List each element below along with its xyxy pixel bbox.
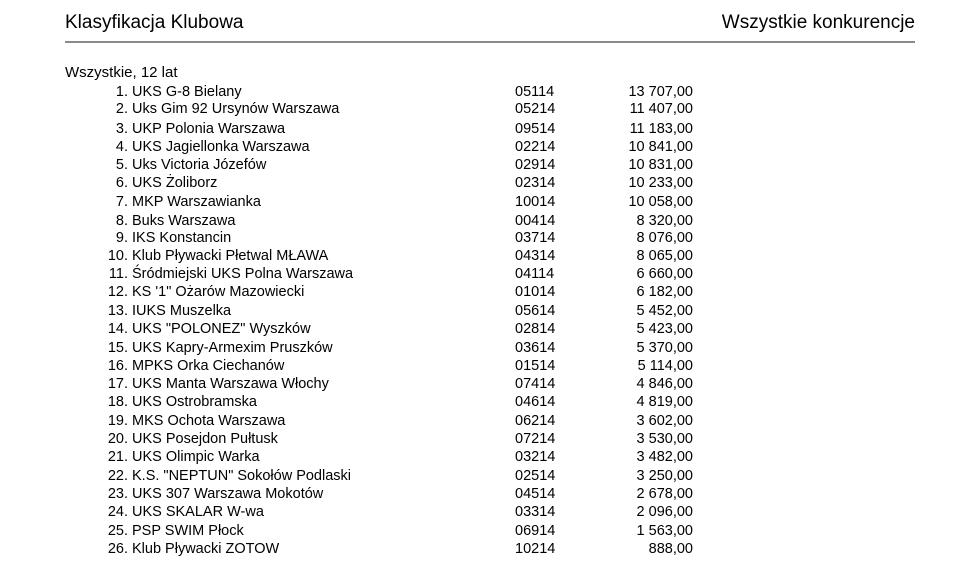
club-code-cell: 03714: [515, 230, 556, 246]
club-name-cell: UKS "POLONEZ" Wyszków: [132, 321, 311, 337]
rank-cell: 19.: [107, 413, 128, 429]
rank-cell: 15.: [107, 340, 128, 356]
result-row: [0, 430, 980, 448]
rank-cell: 4.: [115, 139, 128, 155]
score-cell: 10 058,00: [628, 194, 693, 210]
rank-cell: 24.: [107, 504, 128, 520]
club-code-cell: 06214: [515, 413, 556, 429]
club-code-cell: 03314: [515, 504, 556, 520]
rank-cell: 2.: [115, 101, 128, 117]
club-code-cell: 03214: [515, 449, 556, 465]
result-row: [0, 83, 980, 101]
result-row: [0, 120, 980, 138]
result-row: [0, 283, 980, 301]
club-code-cell: 02314: [515, 175, 556, 191]
club-code-cell: 09514: [515, 121, 556, 137]
rank-cell: 16.: [107, 358, 128, 374]
club-name-cell: Klub Pływacki ZOTOW: [132, 541, 280, 557]
score-cell: 3 530,00: [636, 431, 693, 447]
rank-cell: 21.: [107, 449, 128, 465]
club-name-cell: Klub Pływacki Płetwal MŁAWA: [132, 248, 329, 264]
result-row: [0, 320, 980, 338]
score-cell: 10 233,00: [628, 175, 693, 191]
score-cell: 2 678,00: [636, 486, 693, 502]
result-row: [0, 467, 980, 485]
score-cell: 3 482,00: [636, 449, 693, 465]
rank-cell: 6.: [115, 175, 128, 191]
club-code-cell: 02214: [515, 139, 556, 155]
result-row: [0, 412, 980, 430]
club-code-cell: 00414: [515, 213, 556, 229]
rank-cell: 17.: [107, 376, 128, 392]
club-code-cell: 03614: [515, 340, 556, 356]
club-name-cell: PSP SWIM Płock: [132, 523, 244, 539]
score-cell: 3 250,00: [636, 468, 693, 484]
result-row: [0, 540, 980, 558]
rank-cell: 3.: [115, 121, 128, 137]
club-code-cell: 04314: [515, 248, 556, 264]
club-code-cell: 06914: [515, 523, 556, 539]
club-name-cell: K.S. "NEPTUN" Sokołów Podlaski: [132, 468, 352, 484]
club-name-cell: UKS Kapry-Armexim Pruszków: [132, 340, 333, 356]
club-code-cell: 07214: [515, 431, 556, 447]
rank-cell: 10.: [107, 248, 128, 264]
score-cell: 2 096,00: [636, 504, 693, 520]
score-cell: 11 407,00: [629, 101, 693, 117]
rank-cell: 26.: [107, 541, 128, 557]
club-name-cell: UKS Posejdon Pułtusk: [132, 431, 278, 447]
result-row: [0, 193, 980, 211]
club-code-cell: 02814: [515, 321, 556, 337]
club-code-cell: 01014: [515, 284, 556, 300]
result-row: [0, 503, 980, 521]
club-code-cell: 02914: [515, 157, 556, 173]
score-cell: 5 423,00: [636, 321, 693, 337]
club-code-cell: 05114: [515, 84, 555, 100]
club-name-cell: UKS SKALAR W-wa: [132, 504, 264, 520]
club-code-cell: 02514: [515, 468, 556, 484]
result-row: [0, 357, 980, 375]
club-name-cell: IUKS Muszelka: [132, 303, 232, 319]
score-cell: 3 602,00: [636, 413, 693, 429]
result-row: [0, 138, 980, 156]
club-code-cell: 05214: [515, 101, 556, 117]
club-code-cell: 10014: [515, 194, 556, 210]
score-cell: 8 320,00: [636, 213, 693, 229]
score-cell: 8 065,00: [636, 248, 693, 264]
result-row: [0, 393, 980, 411]
club-name-cell: UKS Jagiellonka Warszawa: [132, 139, 310, 155]
score-cell: 4 819,00: [636, 394, 693, 410]
club-name-cell: Buks Warszawa: [132, 213, 236, 229]
score-cell: 11 183,00: [629, 121, 693, 137]
competition-label: Wszystkie konkurencje: [721, 12, 915, 33]
club-code-cell: 04114: [515, 266, 555, 282]
rank-cell: 14.: [107, 321, 128, 337]
club-name-cell: KS '1" Ożarów Mazowiecki: [132, 284, 305, 300]
result-row: [0, 375, 980, 393]
score-cell: 6 182,00: [636, 284, 693, 300]
result-row: [0, 522, 980, 540]
rank-cell: 7.: [115, 194, 128, 210]
rank-cell: 8.: [115, 213, 128, 229]
club-code-cell: 04514: [515, 486, 556, 502]
report-header: [65, 10, 915, 42]
result-row: [0, 302, 980, 320]
rank-cell: 1.: [115, 84, 128, 100]
club-name-cell: UKS Ostrobramska: [132, 394, 257, 410]
club-name-cell: UKS 307 Warszawa Mokotów: [132, 486, 324, 502]
club-name-cell: UKS Olimpic Warka: [132, 449, 260, 465]
club-code-cell: 05614: [515, 303, 556, 319]
result-row: [0, 265, 980, 283]
result-row: [0, 247, 980, 265]
score-cell: 5 370,00: [636, 340, 693, 356]
header-divider: [65, 41, 915, 43]
rank-cell: 9.: [115, 230, 128, 246]
club-name-cell: Uks Gim 92 Ursynów Warszawa: [132, 101, 340, 117]
rank-cell: 18.: [107, 394, 128, 410]
score-cell: 10 841,00: [628, 139, 693, 155]
rank-cell: 5.: [115, 157, 128, 173]
result-row: [0, 448, 980, 466]
rank-cell: 11.: [108, 266, 128, 282]
club-code-cell: 10214: [515, 541, 556, 557]
result-row: [0, 212, 980, 230]
score-cell: 8 076,00: [636, 230, 693, 246]
club-name-cell: UKS Manta Warszawa Włochy: [132, 376, 329, 392]
club-name-cell: Śródmiejski UKS Polna Warszawa: [132, 266, 354, 282]
result-row: [0, 174, 980, 192]
club-code-cell: 07414: [515, 376, 556, 392]
score-cell: 5 452,00: [636, 303, 693, 319]
result-row: [0, 339, 980, 357]
club-name-cell: UKP Polonia Warszawa: [132, 121, 286, 137]
rank-cell: 23.: [107, 486, 128, 502]
club-name-cell: UKS G-8 Bielany: [132, 84, 242, 100]
club-code-cell: 04614: [515, 394, 556, 410]
club-code-cell: 01514: [515, 358, 556, 374]
score-cell: 888,00: [648, 541, 693, 557]
report-title: Klasyfikacja Klubowa: [65, 12, 244, 33]
club-name-cell: MKP Warszawianka: [132, 194, 261, 210]
result-row: [0, 229, 980, 247]
rank-cell: 12.: [107, 284, 128, 300]
result-row: [0, 100, 980, 118]
score-cell: 4 846,00: [636, 376, 693, 392]
section-title: Wszystkie, 12 lat: [65, 64, 178, 81]
result-row: [0, 485, 980, 503]
club-name-cell: MKS Ochota Warszawa: [132, 413, 286, 429]
rank-cell: 25.: [107, 523, 128, 539]
club-name-cell: Uks Victoria Józefów: [132, 157, 267, 173]
club-name-cell: IKS Konstancin: [132, 230, 232, 246]
club-name-cell: UKS Żoliborz: [132, 175, 218, 191]
rank-cell: 20.: [107, 431, 128, 447]
result-row: [0, 156, 980, 174]
score-cell: 13 707,00: [628, 84, 693, 100]
score-cell: 5 114,00: [637, 358, 693, 374]
rank-cell: 22.: [107, 468, 128, 484]
score-cell: 10 831,00: [628, 157, 693, 173]
club-name-cell: MPKS Orka Ciechanów: [132, 358, 285, 374]
score-cell: 1 563,00: [636, 523, 693, 539]
score-cell: 6 660,00: [636, 266, 693, 282]
rank-cell: 13.: [107, 303, 128, 319]
